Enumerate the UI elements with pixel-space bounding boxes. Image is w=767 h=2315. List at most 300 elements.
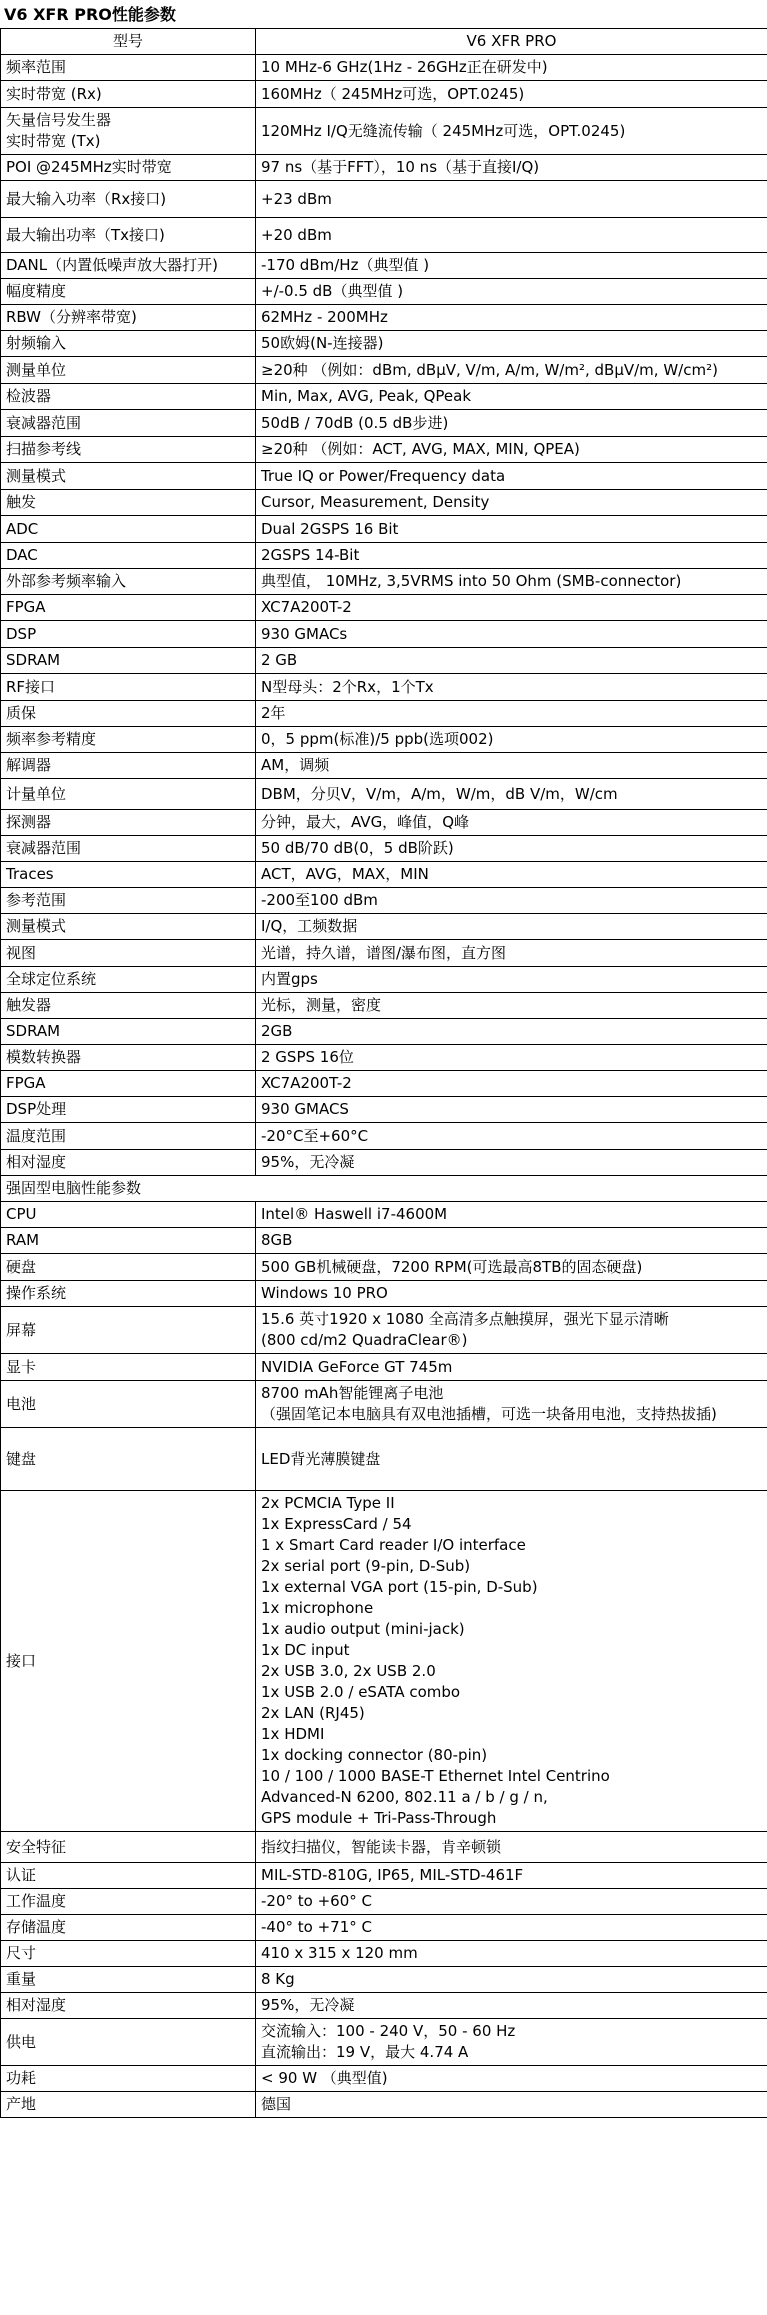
- table-row: [1, 1354, 767, 1381]
- spec-label-line: 操作系统: [6, 1284, 67, 1302]
- spec-value: [256, 993, 767, 1019]
- table-row: [1, 569, 767, 595]
- spec-value: [256, 384, 767, 410]
- table-row: [1, 810, 767, 836]
- table-row: [1, 384, 767, 410]
- table-row: [1, 1967, 767, 1993]
- spec-value-line: 930 GMACS: [261, 1100, 349, 1118]
- spec-value: [256, 1428, 767, 1491]
- spec-value-line: Min, Max, AVG, Peak, QPeak: [261, 387, 471, 405]
- spec-label-line: 认证: [6, 1866, 37, 1884]
- spec-label: [1, 1307, 256, 1354]
- spec-label-line: 质保: [6, 704, 37, 722]
- spec-label-line: 存储温度: [6, 1918, 67, 1936]
- spec-label: [1, 1254, 256, 1281]
- spec-label-line: 产地: [6, 2095, 37, 2113]
- spec-label: [1, 595, 256, 621]
- spec-label-line: ADC: [6, 519, 39, 538]
- spec-table: [0, 28, 767, 2118]
- spec-label: [1, 836, 256, 862]
- spec-label-line: 衰减器范围: [6, 413, 82, 432]
- spec-rows: [1, 55, 767, 1176]
- spec-value: [256, 181, 767, 218]
- spec-value-line: GPS module + Tri-Pass-Through: [261, 1809, 497, 1827]
- spec-label-line: 外部参考频率输入: [6, 572, 127, 590]
- spec-label: [1, 1354, 256, 1381]
- spec-value: [256, 516, 767, 543]
- table-row: [1, 331, 767, 357]
- spec-label-line: 接口: [6, 1651, 37, 1670]
- spec-value-line: +/-0.5 dB（典型值 ): [261, 282, 404, 300]
- spec-value-line: -200至100 dBm: [261, 891, 378, 909]
- table-row: [1, 1045, 767, 1071]
- spec-label: [1, 305, 256, 331]
- spec-value: [256, 940, 767, 967]
- spec-value-line: 410 x 315 x 120 mm: [261, 1944, 418, 1962]
- spec-label: [1, 569, 256, 595]
- spec-value: [256, 1045, 767, 1071]
- spec-value: [256, 305, 767, 331]
- spec-label-line: 衰减器范围: [6, 839, 82, 857]
- spec-value-line: 10 MHz-6 GHz(1Hz - 26GHz正在研发中): [261, 58, 548, 76]
- spec-label-line: 硬盘: [6, 1257, 37, 1276]
- spec-label: [1, 1228, 256, 1254]
- spec-value-line: LED背光薄膜键盘: [261, 1449, 381, 1468]
- computer-spec-rows: [1, 1202, 767, 2118]
- spec-value-line: 50欧姆(N-连接器): [261, 334, 384, 352]
- spec-value-line: 500 GB机械硬盘，7200 RPM(可选最高8TB的固态硬盘): [261, 1257, 643, 1276]
- table-row: [1, 940, 767, 967]
- spec-label: [1, 1019, 256, 1045]
- table-row: [1, 1915, 767, 1941]
- spec-value-line: 2 GSPS 16位: [261, 1048, 354, 1066]
- spec-value-line: （强固笔记本电脑具有双电池插槽，可选一块备用电池，支持热拔插): [261, 1405, 717, 1423]
- table-row: [1, 2019, 767, 2066]
- table-row: [1, 993, 767, 1019]
- spec-label-line: DSP处理: [6, 1100, 67, 1118]
- spec-value-line: AM，调频: [261, 756, 330, 774]
- spec-label-line: 频率参考精度: [6, 730, 97, 748]
- spec-label: [1, 218, 256, 253]
- spec-label: [1, 1941, 256, 1967]
- spec-value: [256, 218, 767, 253]
- spec-value-line: 指纹扫描仪，智能读卡器，肯辛顿锁: [261, 1837, 502, 1856]
- spec-label: [1, 2092, 256, 2118]
- spec-value: [256, 2066, 767, 2092]
- spec-label: [1, 940, 256, 967]
- spec-value-line: 120MHz I/Q无缝流传输（ 245MHz可选，OPT.0245): [261, 121, 626, 140]
- spec-label-line: DSP: [6, 624, 37, 643]
- spec-label-line: 触发器: [6, 996, 52, 1014]
- spec-label: [1, 331, 256, 357]
- spec-label-line: RBW（分辨率带宽): [6, 308, 137, 326]
- spec-value-line: 1x microphone: [261, 1599, 374, 1617]
- spec-label: [1, 1967, 256, 1993]
- spec-label-line: 触发: [6, 493, 37, 511]
- spec-value-line: True IQ or Power/Frequency data: [261, 466, 506, 485]
- spec-label: [1, 888, 256, 914]
- table-row: [1, 727, 767, 753]
- spec-value: [256, 1889, 767, 1915]
- spec-label: [1, 1071, 256, 1097]
- table-row: [1, 1123, 767, 1150]
- spec-label-line: 相对湿度: [6, 1153, 67, 1171]
- spec-value-line: Advanced-N 6200, 802.11 a / b / g / n,: [261, 1788, 548, 1806]
- spec-value-line: 交流输入：100 - 240 V，50 - 60 Hz: [261, 2022, 516, 2040]
- spec-value: [256, 810, 767, 836]
- spec-value: [256, 2092, 767, 2118]
- spec-value-line: 10 / 100 / 1000 BASE-T Ethernet Intel Centrino: [261, 1767, 610, 1785]
- table-row: [1, 516, 767, 543]
- table-row: [1, 463, 767, 490]
- spec-value: [256, 2019, 767, 2066]
- spec-value: [256, 1150, 767, 1176]
- spec-label: [1, 727, 256, 753]
- spec-value: [256, 55, 767, 81]
- spec-label: [1, 108, 256, 155]
- spec-label-line: DAC: [6, 546, 38, 564]
- spec-value-line: Intel® Haswell i7-4600M: [261, 1205, 448, 1223]
- spec-value: [256, 701, 767, 727]
- table-row: [1, 543, 767, 569]
- spec-value: [256, 1202, 767, 1228]
- spec-value-line: 2年: [261, 704, 286, 722]
- spec-value: [256, 1071, 767, 1097]
- spec-label: [1, 1832, 256, 1863]
- table-row: [1, 1428, 767, 1491]
- spec-label-line: 测量模式: [6, 466, 67, 485]
- spec-label: [1, 55, 256, 81]
- spec-label: [1, 621, 256, 648]
- spec-label: [1, 1097, 256, 1123]
- spec-value: [256, 81, 767, 108]
- spec-value: [256, 357, 767, 384]
- header-model: 型号: [1, 29, 256, 55]
- table-row: [1, 1941, 767, 1967]
- spec-label-line: 频率范围: [6, 58, 67, 76]
- spec-value: [256, 1097, 767, 1123]
- spec-value: [256, 595, 767, 621]
- table-row: [1, 2092, 767, 2118]
- spec-label: [1, 1915, 256, 1941]
- spec-value: [256, 648, 767, 674]
- spec-label-line: 实时带宽 (Rx): [6, 84, 102, 103]
- spec-value: [256, 914, 767, 940]
- spec-label-line: 温度范围: [6, 1126, 67, 1145]
- spec-value: [256, 1281, 767, 1307]
- spec-value-line: MIL-STD-810G, IP65, MIL-STD-461F: [261, 1866, 524, 1884]
- table-row: [1, 181, 767, 218]
- table-row: [1, 108, 767, 155]
- spec-value: [256, 967, 767, 993]
- spec-label: [1, 1045, 256, 1071]
- table-row: [1, 836, 767, 862]
- spec-label-line: POI @245MHz实时带宽: [6, 158, 172, 176]
- spec-label: [1, 810, 256, 836]
- table-row: [1, 1228, 767, 1254]
- spec-value-line: Dual 2GSPS 16 Bit: [261, 519, 399, 538]
- spec-label: [1, 1381, 256, 1428]
- spec-label-line: RAM: [6, 1231, 40, 1249]
- spec-label-line: 扫描参考线: [6, 440, 82, 458]
- spec-value: [256, 779, 767, 810]
- spec-label-line: 工作温度: [6, 1892, 67, 1910]
- spec-label: [1, 1281, 256, 1307]
- spec-value: [256, 753, 767, 779]
- spec-value: [256, 253, 767, 279]
- spec-value-line: 内置gps: [261, 970, 318, 988]
- table-row: [1, 862, 767, 888]
- spec-label: [1, 1202, 256, 1228]
- table-row: [1, 967, 767, 993]
- spec-label-line: 测量模式: [6, 917, 67, 935]
- spec-value: [256, 1993, 767, 2019]
- table-row: [1, 410, 767, 437]
- spec-label: [1, 279, 256, 305]
- spec-value-line: 62MHz - 200MHz: [261, 308, 388, 326]
- spec-value: [256, 463, 767, 490]
- spec-value-line: 50dB / 70dB (0.5 dB步进): [261, 413, 449, 432]
- table-row: [1, 218, 767, 253]
- spec-label: [1, 753, 256, 779]
- spec-label-line: 射频输入: [6, 334, 67, 352]
- spec-value: [256, 888, 767, 914]
- spec-value: [256, 279, 767, 305]
- spec-value: [256, 1863, 767, 1889]
- spec-value-line: 930 GMACs: [261, 624, 348, 643]
- spec-value-line: 2x USB 3.0, 2x USB 2.0: [261, 1662, 436, 1680]
- table-header-row: [1, 29, 767, 55]
- spec-label: [1, 437, 256, 463]
- spec-value-line: Cursor, Measurement, Density: [261, 493, 490, 511]
- spec-label-line: 探测器: [6, 813, 52, 831]
- spec-value: [256, 1019, 767, 1045]
- table-row: [1, 55, 767, 81]
- spec-label: [1, 543, 256, 569]
- spec-value-line: ≥20种 （例如：ACT, AVG, MAX, MIN, QPEA): [261, 440, 580, 458]
- table-row: [1, 357, 767, 384]
- table-row: [1, 674, 767, 701]
- spec-label-line: 屏幕: [6, 1320, 37, 1339]
- table-row: [1, 701, 767, 727]
- spec-label: [1, 516, 256, 543]
- table-row: [1, 279, 767, 305]
- spec-label: [1, 81, 256, 108]
- spec-value-line: 1x USB 2.0 / eSATA combo: [261, 1683, 461, 1701]
- spec-label-line: 相对湿度: [6, 1996, 67, 2014]
- table-row: [1, 1281, 767, 1307]
- spec-label-line: FPGA: [6, 598, 46, 616]
- spec-value-line: 1x ExpressCard / 54: [261, 1515, 412, 1533]
- spec-label-line: 参考范围: [6, 891, 67, 909]
- spec-label: [1, 674, 256, 701]
- spec-label-line: 安全特征: [6, 1837, 67, 1856]
- spec-label-line: 幅度精度: [6, 282, 67, 300]
- spec-value-line: 2x LAN (RJ45): [261, 1704, 365, 1722]
- table-row: [1, 1889, 767, 1915]
- spec-label-line: 电池: [6, 1394, 37, 1413]
- spec-label: [1, 490, 256, 516]
- spec-value-line: 1 x Smart Card reader I/O interface: [261, 1536, 526, 1554]
- spec-value-line: N型母头：2个Rx，1个Tx: [261, 677, 434, 696]
- spec-label-line: 最大输入功率（Rx接口): [6, 189, 167, 208]
- spec-value-line: 50 dB/70 dB(0，5 dB阶跃): [261, 839, 454, 857]
- table-row: [1, 1381, 767, 1428]
- spec-value-line: 2x PCMCIA Type II: [261, 1494, 395, 1512]
- spec-label-line: 键盘: [6, 1449, 37, 1468]
- table-row: [1, 1307, 767, 1354]
- spec-value-line: 典型值， 10MHz, 3,5VRMS into 50 Ohm (SMB-connector): [261, 572, 682, 590]
- spec-label: [1, 1993, 256, 2019]
- spec-label: [1, 155, 256, 181]
- spec-value: [256, 1228, 767, 1254]
- spec-value-line: 德国: [261, 2095, 292, 2113]
- spec-value: [256, 1254, 767, 1281]
- spec-label: [1, 1428, 256, 1491]
- spec-label: [1, 2019, 256, 2066]
- table-row: [1, 1071, 767, 1097]
- spec-value-line: 直流输出：19 V，最大 4.74 A: [261, 2043, 469, 2061]
- spec-value-line: +20 dBm: [261, 225, 332, 244]
- spec-label-line: Traces: [6, 865, 54, 883]
- spec-label: [1, 648, 256, 674]
- spec-label: [1, 1863, 256, 1889]
- header-product: V6 XFR PRO: [256, 29, 767, 55]
- spec-value-line: 1x HDMI: [261, 1725, 325, 1743]
- spec-value-line: ≥20种 （例如：dBm, dBµV, V/m, A/m, W/m², dBµV/m, W/cm²): [261, 360, 718, 379]
- spec-label-line: 解调器: [6, 756, 52, 774]
- table-row: [1, 888, 767, 914]
- spec-value: [256, 1381, 767, 1428]
- spec-value-line: 8 Kg: [261, 1970, 295, 1988]
- table-row: [1, 155, 767, 181]
- table-row: [1, 253, 767, 279]
- spec-value-line: 1x external VGA port (15-pin, D-Sub): [261, 1578, 538, 1596]
- spec-value-line: 2GSPS 14-Bit: [261, 546, 360, 564]
- spec-label: [1, 701, 256, 727]
- table-row: [1, 1863, 767, 1889]
- spec-value: [256, 674, 767, 701]
- spec-value-line: -20°C至+60°C: [261, 1126, 369, 1145]
- spec-label: [1, 1889, 256, 1915]
- spec-value-line: (800 cd/m2 QuadraClear®): [261, 1331, 468, 1349]
- spec-value: [256, 836, 767, 862]
- spec-value-line: 15.6 英寸1920 x 1080 全高清多点触摸屏，强光下显示清晰: [261, 1310, 669, 1328]
- spec-value-line: -40° to +71° C: [261, 1918, 372, 1936]
- table-row: [1, 595, 767, 621]
- spec-value-line: XC7A200T-2: [261, 1074, 352, 1092]
- spec-label-line: CPU: [6, 1205, 37, 1223]
- table-row: [1, 1832, 767, 1863]
- table-row: [1, 2066, 767, 2092]
- spec-value: [256, 108, 767, 155]
- spec-value-line: 分钟，最大，AVG，峰值，Q峰: [261, 813, 469, 831]
- spec-label: [1, 357, 256, 384]
- table-row: [1, 1150, 767, 1176]
- spec-value: [256, 1354, 767, 1381]
- table-row: [1, 437, 767, 463]
- spec-value: [256, 1123, 767, 1150]
- spec-value-line: < 90 W （典型值): [261, 2069, 388, 2087]
- table-row: [1, 1254, 767, 1281]
- spec-value: [256, 1941, 767, 1967]
- spec-value: [256, 862, 767, 888]
- table-row: [1, 648, 767, 674]
- table-row: [1, 490, 767, 516]
- spec-value: [256, 621, 767, 648]
- table-row: [1, 1202, 767, 1228]
- spec-label: [1, 779, 256, 810]
- spec-value: [256, 155, 767, 181]
- spec-value-line: ACT，AVG，MAX，MIN: [261, 865, 429, 883]
- spec-value-line: 1x docking connector (80-pin): [261, 1746, 488, 1764]
- spec-label-line: 模数转换器: [6, 1048, 82, 1066]
- spec-label-line: 视图: [6, 943, 37, 962]
- spec-label: [1, 253, 256, 279]
- table-row: [1, 1019, 767, 1045]
- spec-label-line: 实时带宽 (Tx): [6, 132, 101, 150]
- spec-value-line: 1x DC input: [261, 1641, 350, 1659]
- section-title: 强固型电脑性能参数: [1, 1176, 767, 1202]
- table-row: [1, 779, 767, 810]
- spec-label: [1, 2066, 256, 2092]
- spec-label-line: FPGA: [6, 1074, 46, 1092]
- spec-label: [1, 181, 256, 218]
- spec-value-line: 0，5 ppm(标准)/5 ppb(选项002): [261, 730, 494, 748]
- spec-value-line: DBM，分贝V，V/m，A/m，W/m，dB V/m，W/cm: [261, 784, 618, 803]
- spec-value-line: Windows 10 PRO: [261, 1284, 388, 1302]
- spec-value-line: 2GB: [261, 1022, 293, 1040]
- spec-label-line: 功耗: [6, 2069, 37, 2087]
- section-row: [1, 1176, 767, 1202]
- spec-label: [1, 862, 256, 888]
- spec-value-line: NVIDIA GeForce GT 745m: [261, 1357, 453, 1376]
- spec-label-line: RF接口: [6, 677, 56, 696]
- spec-label: [1, 967, 256, 993]
- spec-value-line: 8GB: [261, 1231, 293, 1249]
- spec-value-line: -170 dBm/Hz（典型值 ): [261, 256, 430, 274]
- spec-label-line: 供电: [6, 2032, 37, 2051]
- spec-label: [1, 410, 256, 437]
- spec-label-line: 计量单位: [6, 784, 67, 803]
- spec-label-line: 重量: [6, 1970, 37, 1988]
- spec-value: [256, 1832, 767, 1863]
- spec-value: [256, 727, 767, 753]
- spec-label: [1, 463, 256, 490]
- table-row: [1, 753, 767, 779]
- spec-value: [256, 437, 767, 463]
- spec-value-line: 160MHz（ 245MHz可选，OPT.0245): [261, 84, 525, 103]
- table-row: [1, 914, 767, 940]
- spec-value-line: XC7A200T-2: [261, 598, 352, 616]
- spec-label: [1, 993, 256, 1019]
- spec-value-line: 光标，测量，密度: [261, 996, 382, 1014]
- spec-label-line: 检波器: [6, 387, 52, 405]
- spec-value-line: 95%，无冷凝: [261, 1153, 355, 1171]
- table-row: [1, 621, 767, 648]
- spec-value: [256, 569, 767, 595]
- spec-label-line: 测量单位: [6, 360, 67, 379]
- spec-value-line: 2 GB: [261, 651, 298, 669]
- spec-label-line: SDRAM: [6, 1022, 61, 1040]
- table-row: [1, 1097, 767, 1123]
- spec-value-line: 8700 mAh智能锂离子电池: [261, 1384, 444, 1402]
- spec-label-line: 矢量信号发生器: [6, 111, 112, 129]
- spec-value-line: 97 ns（基于FFT），10 ns（基于直接I/Q): [261, 158, 540, 176]
- spec-value: [256, 543, 767, 569]
- spec-label: [1, 384, 256, 410]
- page-title: V6 XFR PRO性能参数: [4, 5, 176, 24]
